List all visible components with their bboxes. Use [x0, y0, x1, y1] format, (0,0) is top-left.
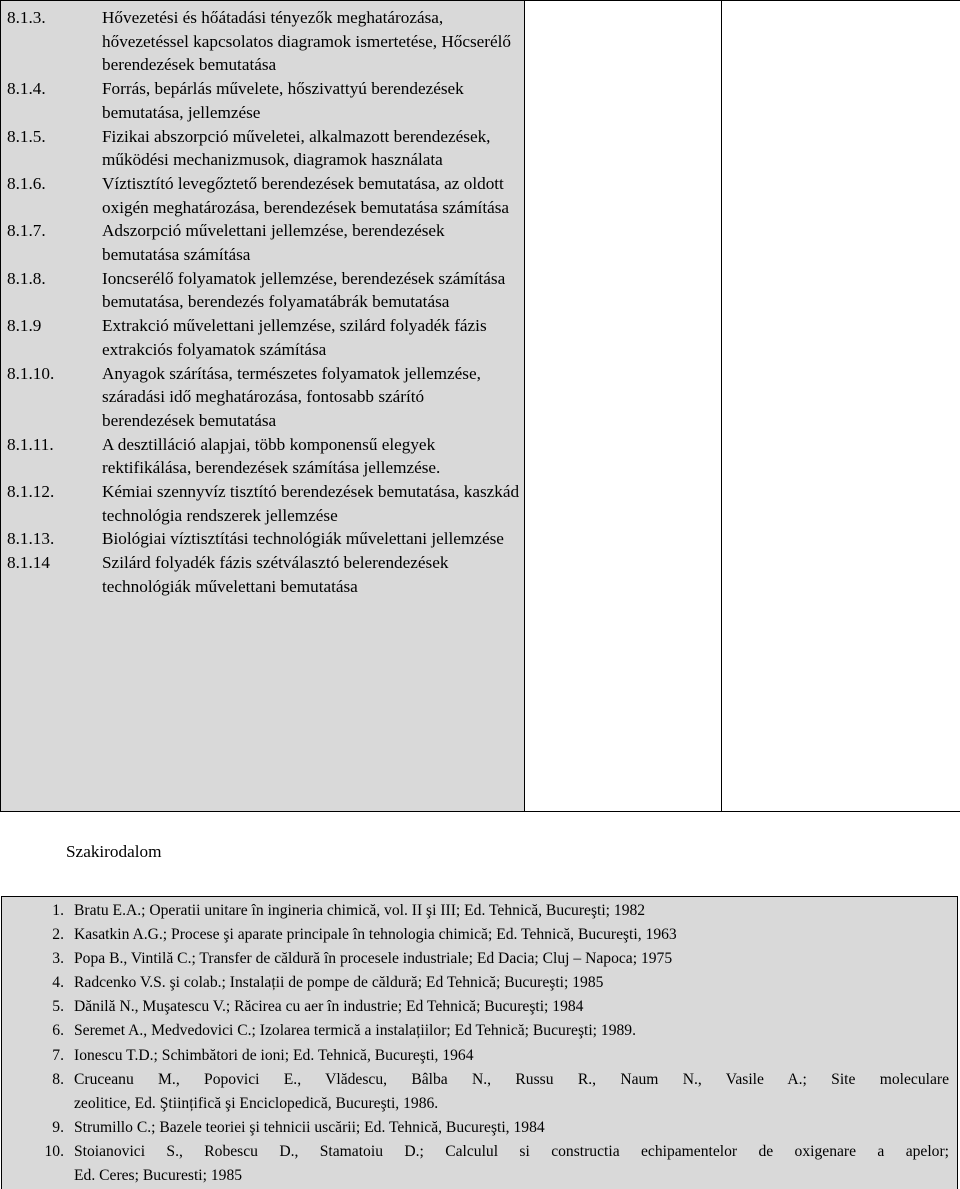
reference-item	[2, 923, 957, 947]
bibliography-heading: Szakirodalom	[66, 842, 162, 861]
reference-item	[2, 899, 957, 923]
reference-number: 4.	[52, 974, 64, 992]
topic-text: Fizikai abszorpció műveletei, alkalmazott berendezések, működési mechanizmusok, diagramok használata	[102, 126, 491, 170]
topic-text: Biológiai víztisztítási technológiák művelettani jellemzése	[102, 529, 504, 549]
reference-text: Stoianovici S., Robescu D., Stamatoiu D.; Calculul si constructia echipamentelor de oxigenare a apelor; Ed. Ceres; Bucuresti; 1985	[74, 1140, 957, 1188]
topic-item	[1, 480, 524, 527]
topic-number: 8.1.6.	[7, 173, 46, 193]
topic-number: 8.1.12.	[7, 482, 55, 502]
topic-text: Ioncserélő folyamatok jellemzése, berendezések számítása bemutatása, berendezés folyamatábrák bemutatása	[102, 268, 506, 312]
reference-item	[2, 1068, 957, 1116]
topic-number: 8.1.4.	[7, 79, 46, 99]
topic-item	[1, 433, 524, 480]
reference-list	[2, 897, 957, 1188]
topic-item	[1, 77, 524, 124]
reference-text: Seremet A., Medvedovici C.; Izolarea termică a instalațiilor; Ed Tehnică; Bucureşti; 1989.	[74, 1022, 636, 1040]
topic-item	[1, 125, 524, 172]
topic-number: 8.1.3.	[7, 8, 46, 27]
reference-text: Cruceanu M., Popovici E., Vlădescu, Bâlba N., Russu R., Naum N., Vasile A.; Site moleculare zeolitice, Ed. Ştiințifică şi Enciclopedică, Bucureşti, 1986.	[74, 1068, 957, 1116]
topic-text: Adszorpció művelettani jellemzése, berendezések bemutatása számítása	[102, 221, 445, 265]
reference-number: 9.	[52, 1118, 64, 1136]
topic-list	[1, 1, 524, 599]
topic-number: 8.1.10.	[7, 363, 55, 383]
reference-number: 5.	[52, 998, 64, 1016]
topic-item	[1, 314, 524, 361]
references-box	[1, 896, 958, 1189]
reference-text: Kasatkin A.G.; Procese şi aparate principale în tehnologia chimică; Ed. Tehnică, Bucureşti, 1963	[74, 926, 677, 944]
reference-item	[2, 1116, 957, 1140]
reference-number: 6.	[52, 1022, 64, 1040]
topic-number: 8.1.14	[7, 553, 50, 573]
reference-text: Radcenko V.S. şi colab.; Instalații de pompe de căldură; Ed Tehnică; Bucureşti; 1985	[74, 974, 604, 992]
topic-number: 8.1.7.	[7, 221, 46, 241]
reference-item	[2, 1044, 957, 1068]
reference-item	[2, 1019, 957, 1043]
reference-item	[2, 995, 957, 1019]
reference-text: Strumillo C.; Bazele teoriei şi tehnicii uscării; Ed. Tehnică, Bucureşti, 1984	[74, 1118, 545, 1136]
reference-text: Bratu E.A.; Operatii unitare în ingineria chimică, vol. II şi III; Ed. Tehnică, Bucureşti; 1982	[74, 902, 646, 919]
topics-cell	[1, 1, 525, 812]
topic-text: Szilárd folyadék fázis szétválasztó belerendezések technológiák művelettani bemutatása	[102, 553, 449, 596]
reference-item	[2, 1140, 957, 1188]
topic-item	[1, 527, 524, 551]
reference-text: Ionescu T.D.; Schimbători de ioni; Ed. Tehnică, Bucureşti, 1964	[74, 1046, 474, 1064]
topic-item	[1, 551, 524, 598]
reference-number: 2.	[52, 926, 64, 944]
empty-column-cell	[525, 1, 722, 812]
topic-item	[1, 362, 524, 433]
topic-number: 8.1.13.	[7, 529, 55, 549]
reference-text-continuation: Ed. Ceres; Bucuresti; 1985	[74, 1167, 243, 1185]
reference-number: 10.	[44, 1142, 64, 1160]
reference-number: 1.	[52, 902, 64, 919]
reference-item	[2, 971, 957, 995]
topic-text: Kémiai szennyvíz tisztító berendezések bemutatása, kaszkád technológia rendszerek jellemzése	[102, 482, 520, 525]
reference-number: 8.	[52, 1070, 64, 1088]
topic-number: 8.1.11.	[7, 434, 54, 454]
topic-text: Víztisztító levegőztető berendezések bemutatása, az oldott oxigén meghatározása, berendezések bemutatása számítása	[102, 173, 510, 217]
topic-item	[1, 172, 524, 219]
reference-text: Popa B., Vintilă C.; Transfer de căldură în procesele industriale; Ed Dacia; Cluj – Napoca; 1975	[74, 950, 673, 968]
topic-item	[1, 6, 524, 77]
topic-number: 8.1.8.	[7, 268, 46, 288]
topic-item	[1, 219, 524, 266]
topic-number: 8.1.9	[7, 316, 42, 336]
topic-text: Anyagok szárítása, természetes folyamatok jellemzése, száradási idő meghatározása, fontosabb szárító berendezések bemutatása	[102, 363, 481, 430]
topic-item	[1, 267, 524, 314]
topic-text: A desztilláció alapjai, több komponensű elegyek rektifikálása, berendezések számítása jellemzése.	[102, 434, 441, 478]
reference-number: 3.	[52, 950, 64, 968]
reference-text-continuation: zeolitice, Ed. Ştiințifică şi Enciclopedică, Bucureşti, 1986.	[74, 1094, 439, 1112]
topic-number: 8.1.5.	[7, 126, 46, 146]
reference-item	[2, 947, 957, 971]
topic-text: Hővezetési és hőátadási tényezők meghatározása, hővezetéssel kapcsolatos diagramok ismertetése, Hőcserélő berendezések bemutatása	[102, 8, 512, 75]
reference-text: Dănilă N., Muşatescu V.; Răcirea cu aer în industrie; Ed Tehnică; Bucureşti; 1984	[74, 998, 584, 1016]
empty-column-cell	[722, 1, 960, 812]
topic-text: Forrás, bepárlás művelete, hőszivattyú berendezések bemutatása, jellemzése	[102, 79, 464, 122]
topic-text: Extrakció művelettani jellemzése, szilárd folyadék fázis extrakciós folyamatok számítása	[102, 316, 487, 359]
reference-number: 7.	[52, 1046, 64, 1064]
